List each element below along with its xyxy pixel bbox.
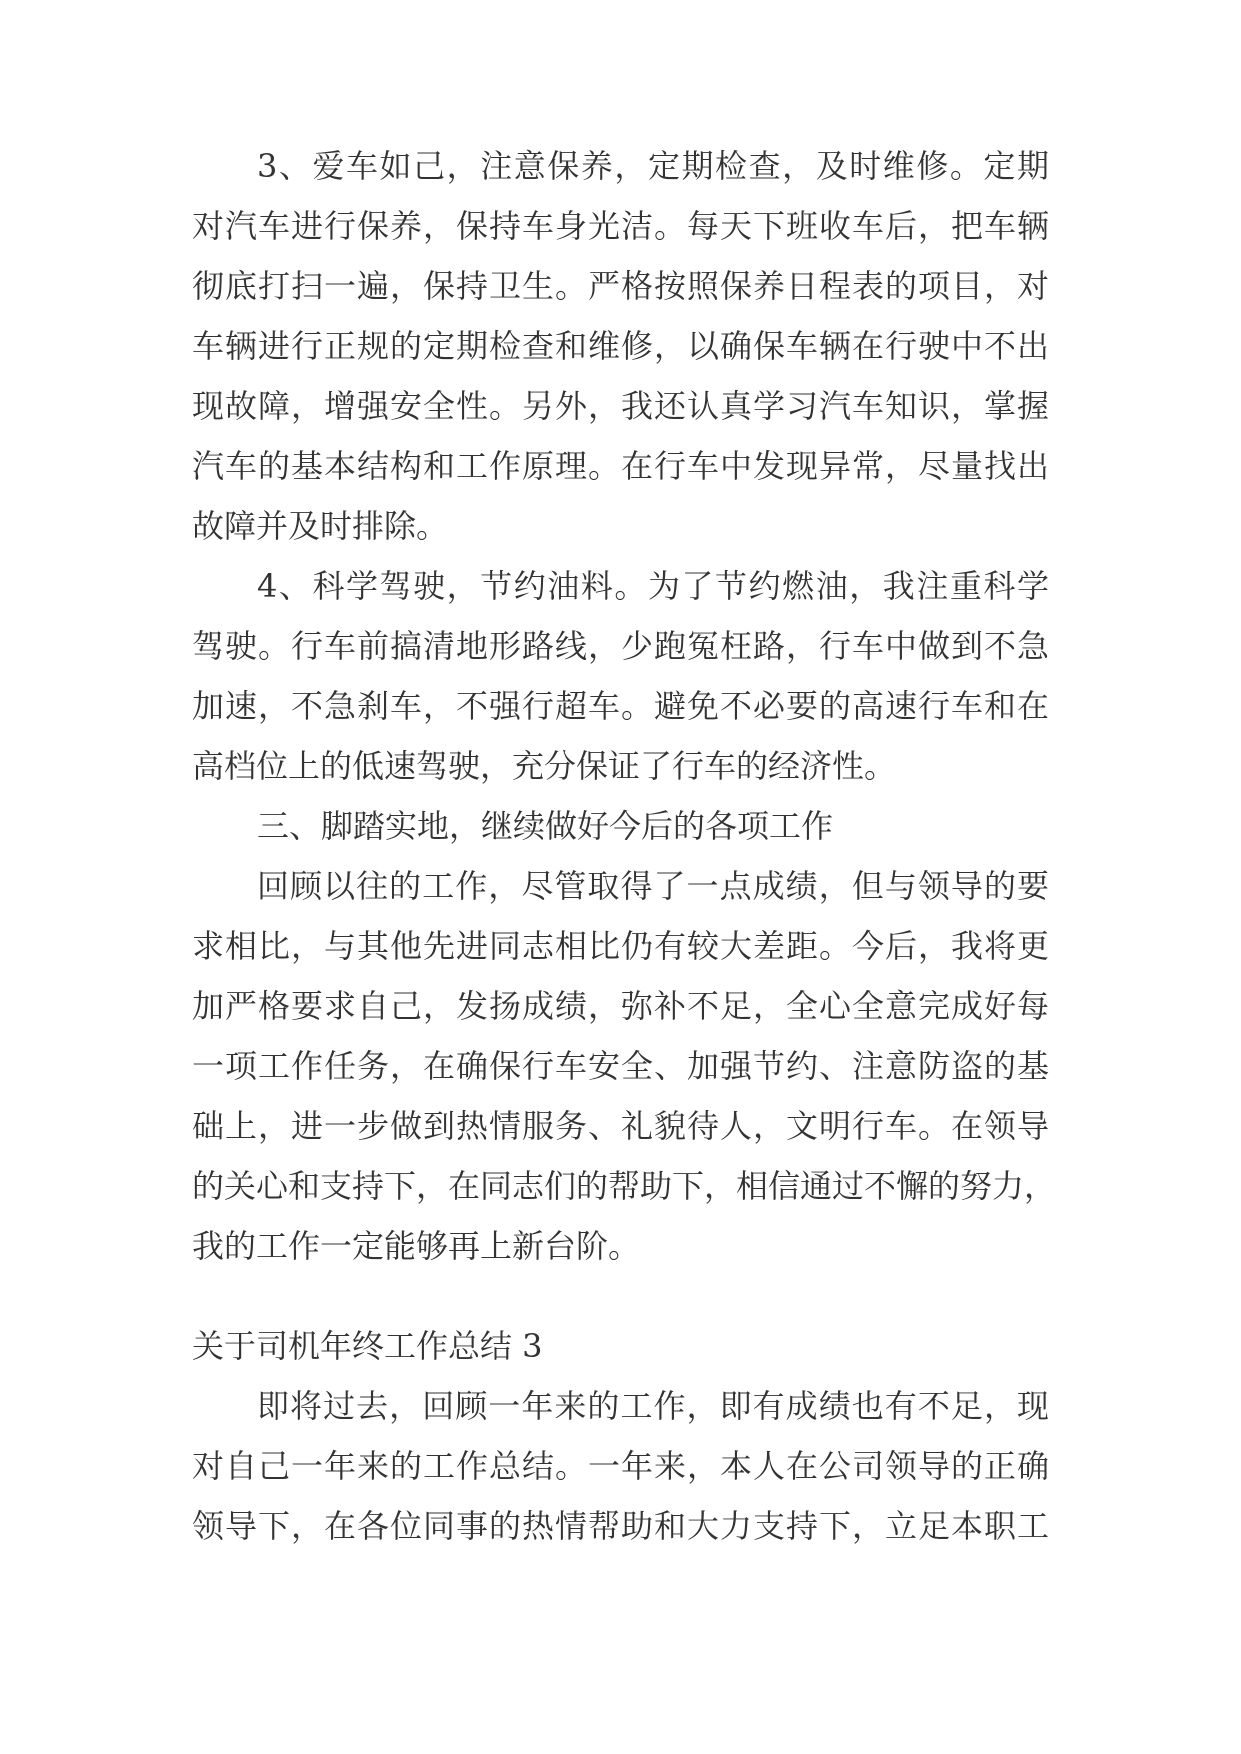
paragraph-line: 对自己一年来的工作总结。一年来，本人在公司领导的正确: [192, 1447, 1049, 1485]
paragraph-line: 即将过去，回顾一年来的工作，即有成绩也有不足，现: [257, 1387, 1049, 1425]
paragraph-line: 一项工作任务，在确保行车安全、加强节约、注意防盗的基: [192, 1047, 1049, 1085]
paragraph-line: 现故障，增强安全性。另外，我还认真学习汽车知识，掌握: [192, 387, 1049, 425]
paragraph-line: 3、爱车如己，注意保养，定期检查，及时维修。定期: [257, 147, 1049, 185]
paragraph-line: 高档位上的低速驾驶，充分保证了行车的经济性。: [192, 747, 897, 785]
paragraph-line: 4、科学驾驶，节约油料。为了节约燃油，我注重科学: [257, 567, 1049, 605]
paragraph-line: 驾驶。行车前搞清地形路线，少跑冤枉路，行车中做到不急: [192, 627, 1049, 665]
paragraph-line: 彻底打扫一遍，保持卫生。严格按照保养日程表的项目，对: [192, 267, 1049, 305]
paragraph-line: 求相比，与其他先进同志相比仍有较大差距。今后，我将更: [192, 927, 1049, 965]
paragraph-line: 对汽车进行保养，保持车身光洁。每天下班收车后，把车辆: [192, 207, 1049, 245]
paragraph-line: 础上，进一步做到热情服务、礼貌待人，文明行车。在领导: [192, 1107, 1049, 1145]
paragraph-line: 回顾以往的工作，尽管取得了一点成绩，但与领导的要: [257, 867, 1049, 905]
paragraph-line: 车辆进行正规的定期检查和维修，以确保车辆在行驶中不出: [192, 327, 1049, 365]
paragraph-line: 加严格要求自己，发扬成绩，弥补不足，全心全意完成好每: [192, 987, 1049, 1025]
paragraph-line: 加速，不急刹车，不强行超车。避免不必要的高速行车和在: [192, 687, 1049, 725]
paragraph-line: 汽车的基本结构和工作原理。在行车中发现异常，尽量找出: [192, 447, 1049, 485]
paragraph-line: 我的工作一定能够再上新台阶。: [192, 1227, 641, 1265]
section-heading: 三、脚踏实地，继续做好今后的各项工作: [257, 807, 834, 845]
paragraph-line: 领导下，在各位同事的热情帮助和大力支持下，立足本职工: [192, 1507, 1049, 1545]
paragraph-line: 故障并及时排除。: [192, 507, 449, 545]
paragraph-line: 的关心和支持下，在同志们的帮助下，相信通过不懈的努力，: [192, 1167, 1057, 1205]
article-title: 关于司机年终工作总结 3: [192, 1327, 543, 1365]
